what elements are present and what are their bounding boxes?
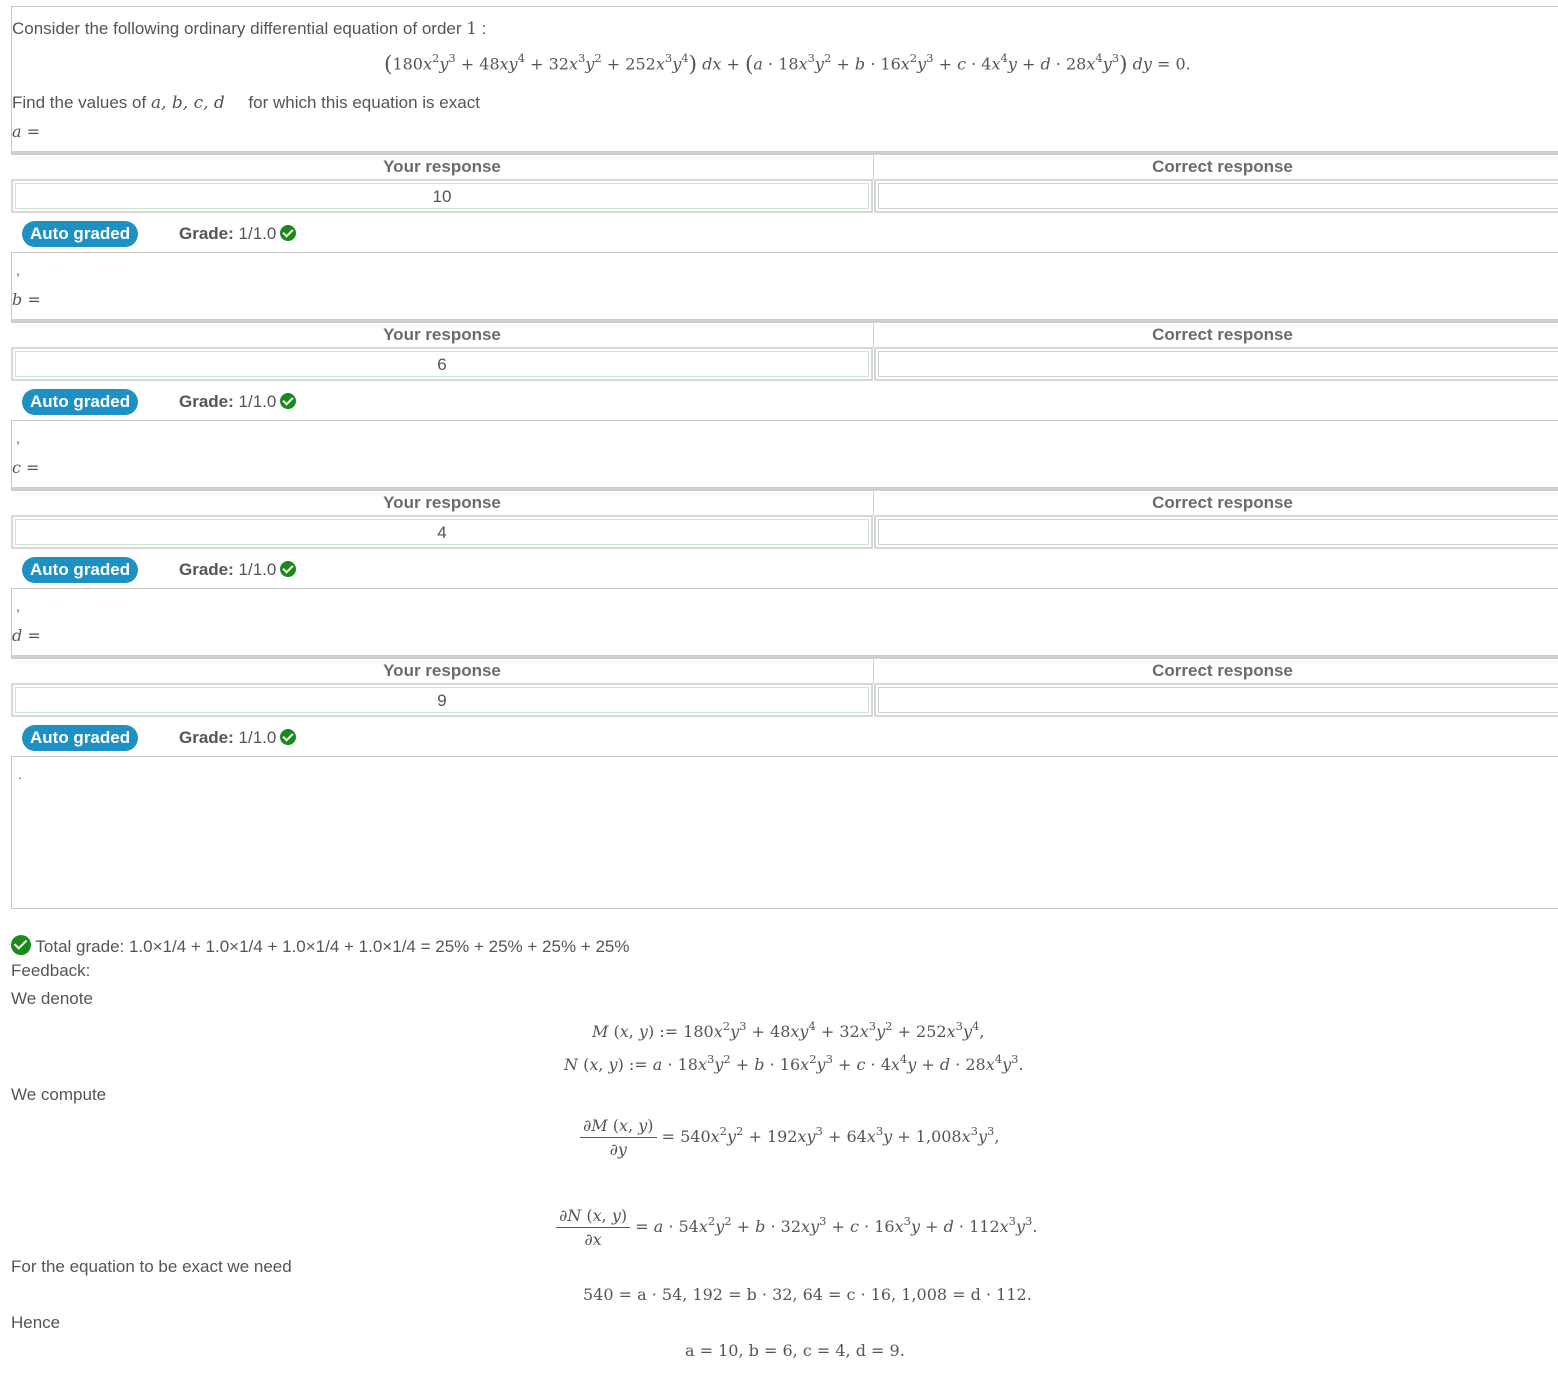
grade-text: Grade: 1/1.0 bbox=[179, 725, 296, 751]
correct-response-header: Correct response bbox=[1152, 493, 1293, 512]
grade-text: Grade: 1/1.0 bbox=[179, 557, 296, 583]
question-box-end bbox=[11, 756, 1558, 909]
response-table-a bbox=[11, 151, 1558, 215]
your-response-header: Your response bbox=[11, 491, 874, 515]
correct-response-cell bbox=[874, 179, 1558, 213]
correct-response-header: Correct response bbox=[1152, 661, 1293, 680]
find-values-text: Find the values of a, b, c, d for which this equation is exact bbox=[12, 93, 480, 113]
check-icon bbox=[280, 561, 296, 577]
dn-dx-equation: $\frac{\partial N (x, y)}{\partial x}$ = $a \cdot 54x^2y^2 + b \cdot 32xy^3 + c \cdot 16x^3y + d \cdot 112x^3y^3$. bbox=[556, 1206, 1037, 1249]
var-label-d: d = bbox=[12, 626, 41, 645]
your-response-cell bbox=[11, 347, 873, 381]
your-response-cell bbox=[11, 683, 873, 717]
dm-dy-equation: $\frac{\partial M (x, y)}{\partial y}$ = $540x^2y^2 + 192xy^3 + 64x^3y + 1,008x^3y^3$, bbox=[580, 1116, 999, 1159]
auto-graded-badge: Auto graded bbox=[22, 557, 138, 583]
response-table-b bbox=[11, 319, 1558, 383]
correct-response-cell bbox=[874, 515, 1558, 549]
grade-text: Grade: 1/1.0 bbox=[179, 389, 296, 415]
response-table-d bbox=[11, 655, 1558, 719]
your-response-header: Your response bbox=[11, 155, 874, 179]
hence-text: Hence bbox=[11, 1313, 61, 1332]
your-response-value: 4 bbox=[15, 519, 869, 545]
your-response-value: 9 bbox=[15, 687, 869, 713]
your-response-value: 6 bbox=[15, 351, 869, 377]
comma-separator: , bbox=[16, 430, 20, 446]
auto-graded-badge: Auto graded bbox=[22, 221, 138, 247]
correct-response-cell bbox=[874, 683, 1558, 717]
grade-text: Grade: 1/1.0 bbox=[179, 221, 296, 247]
your-response-header: Your response bbox=[11, 323, 874, 347]
question-box-c bbox=[11, 420, 1558, 488]
check-circle-icon bbox=[11, 935, 31, 955]
exact-need-text: For the equation to be exact we need bbox=[11, 1257, 292, 1276]
m-definition: M (x, y) := $180x^2y^3 + 48xy^4 + 32x^3y^2 + 252x^3y^4$, bbox=[592, 1018, 985, 1041]
ode-equation: $(180x^2y^3 + 48xy^4 + 32x^3y^2 + 252x^3y^4)$ dx + $(a \cdot 18x^3y^2 + b \cdot 16x^2y^3 + c \cdot 4x^4y + d \cdot 28x^4y^3)$ dy = 0. bbox=[384, 50, 1191, 77]
correct-response-header: Correct response bbox=[1152, 325, 1293, 344]
your-response-cell bbox=[11, 515, 873, 549]
n-definition: N (x, y) := $a \cdot 18x^3y^2 + b \cdot 16x^2y^3 + c \cdot 4x^4y + d \cdot 28x^4y^3$. bbox=[564, 1051, 1024, 1074]
question-intro: Consider the following ordinary differential equation of order 1 : bbox=[12, 19, 487, 39]
check-icon bbox=[280, 225, 296, 241]
check-icon bbox=[280, 729, 296, 745]
exactness-conditions: 540 = a · 54, 192 = b · 32, 64 = c · 16, 1,008 = d · 112. bbox=[583, 1285, 1032, 1304]
question-box-b bbox=[11, 252, 1558, 320]
final-answer: a = 10, b = 6, c = 4, d = 9. bbox=[685, 1341, 905, 1360]
feedback-label: Feedback: bbox=[11, 961, 91, 980]
auto-graded-badge: Auto graded bbox=[22, 725, 138, 751]
var-label-b: b = bbox=[12, 290, 41, 309]
period-separator: . bbox=[18, 766, 22, 782]
your-response-header: Your response bbox=[11, 659, 874, 683]
response-table-c bbox=[11, 487, 1558, 551]
total-grade: Total grade: 1.0×1/4 + 1.0×1/4 + 1.0×1/4 + 1.0×1/4 = 25% + 25% + 25% + 25% bbox=[11, 935, 629, 957]
correct-response-cell bbox=[874, 347, 1558, 381]
comma-separator: , bbox=[16, 598, 20, 614]
var-label-a: a = bbox=[12, 122, 41, 141]
auto-graded-badge: Auto graded bbox=[22, 389, 138, 415]
question-box-d bbox=[11, 588, 1558, 656]
your-response-value: 10 bbox=[15, 183, 869, 209]
we-compute-text: We compute bbox=[11, 1085, 107, 1104]
we-denote-text: We denote bbox=[11, 989, 93, 1008]
correct-response-header: Correct response bbox=[1152, 157, 1293, 176]
check-icon bbox=[280, 393, 296, 409]
comma-separator: , bbox=[16, 262, 20, 278]
var-label-c: c = bbox=[12, 458, 40, 477]
your-response-cell bbox=[11, 179, 873, 213]
